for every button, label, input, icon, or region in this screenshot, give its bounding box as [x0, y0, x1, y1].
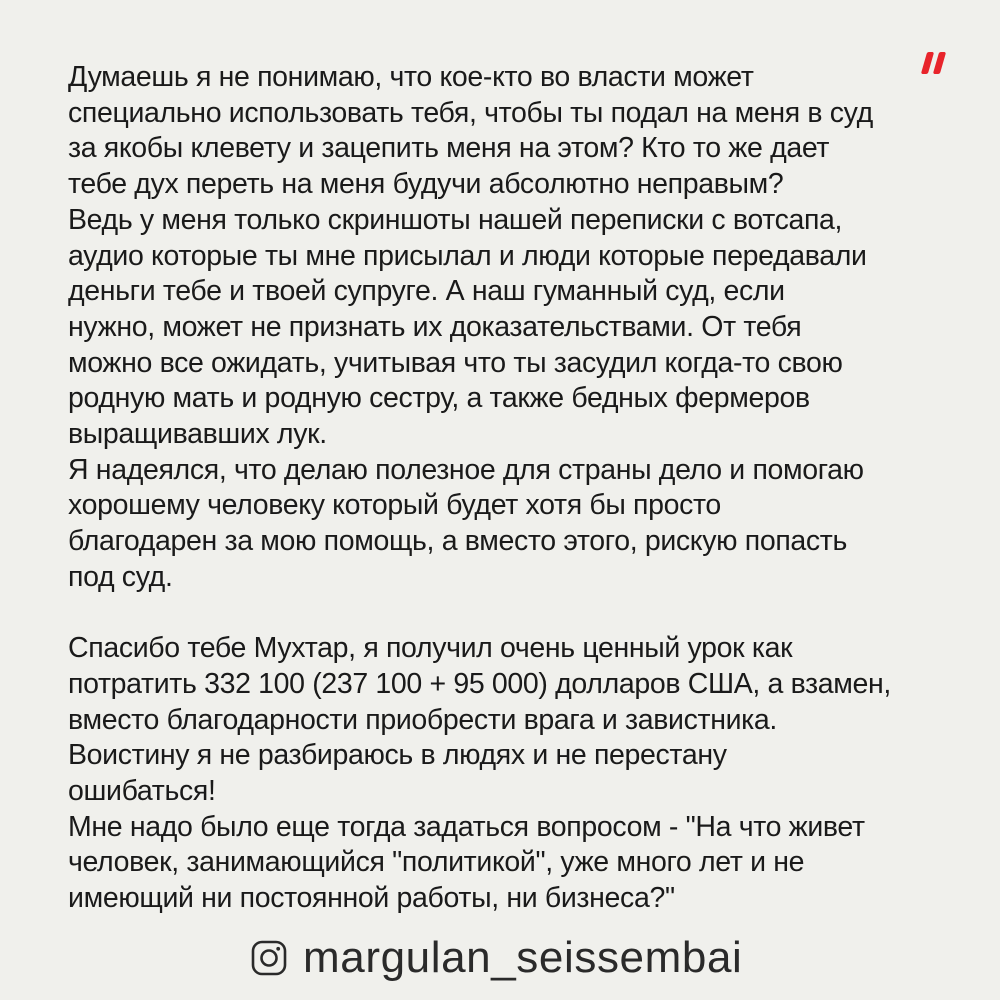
- text-line: Спасибо тебе Мухтар, я получил очень ценный урок как: [68, 632, 793, 665]
- text-line: выращивавших лук.: [68, 418, 327, 451]
- paragraph-gap: [68, 596, 968, 632]
- text-line: родную мать и родную сестру, а также бедных фермеров: [68, 382, 810, 415]
- text-line: за якобы клевету и зацепить меня на этом? Кто то же дает: [68, 132, 830, 165]
- text-line: потратить 332 100 (237 100 + 95 000) долларов США, а взамен,: [68, 667, 891, 700]
- text-line: человек, занимающийся "политикой", уже много лет и не: [68, 846, 805, 879]
- text-line: специально использовать тебя, чтобы ты подал на меня в суд: [68, 96, 873, 129]
- post-text: [68, 60, 968, 917]
- text-line: вместо благодарности приобрести врага и завистника.: [68, 703, 777, 736]
- text-line: ошибаться!: [68, 775, 216, 808]
- text-line: Мне надо было еще тогда задаться вопросом - "На что живет: [68, 810, 865, 843]
- instagram-handle[interactable]: [251, 928, 742, 988]
- text-line: благодарен за мою помощь, а вместо этого, рискую попасть: [68, 525, 847, 558]
- text-line: аудио которые ты мне присылал и люди которые передавали: [68, 239, 867, 272]
- handle-text: margulan_seissembai: [303, 933, 743, 982]
- text-line: Я надеялся, что делаю полезное для страны дело и помогаю: [68, 453, 864, 486]
- text-line: можно все ожидать, учитывая что ты засудил когда-то свою: [68, 346, 843, 379]
- text-line: деньги тебе и твоей супруге. А наш гуманный суд, если: [68, 275, 785, 308]
- text-line: тебе дух переть на меня будучи абсолютно неправым?: [68, 168, 784, 201]
- text-line: под суд.: [68, 560, 173, 593]
- instagram-icon: [251, 940, 287, 976]
- text-line: нужно, может не признать их доказательствами. От тебя: [68, 310, 802, 343]
- text-line: имеющий ни постоянной работы, ни бизнеса?": [68, 882, 675, 915]
- text-line: Думаешь я не понимаю, что кое-кто во власти может: [68, 61, 754, 93]
- text-line: хорошему человеку который будет хотя бы просто: [68, 489, 721, 522]
- text-line: Воистину я не разбираюсь в людях и не перестану: [68, 739, 727, 772]
- text-line: Ведь у меня только скриншоты нашей переписки с вотсапа,: [68, 203, 843, 236]
